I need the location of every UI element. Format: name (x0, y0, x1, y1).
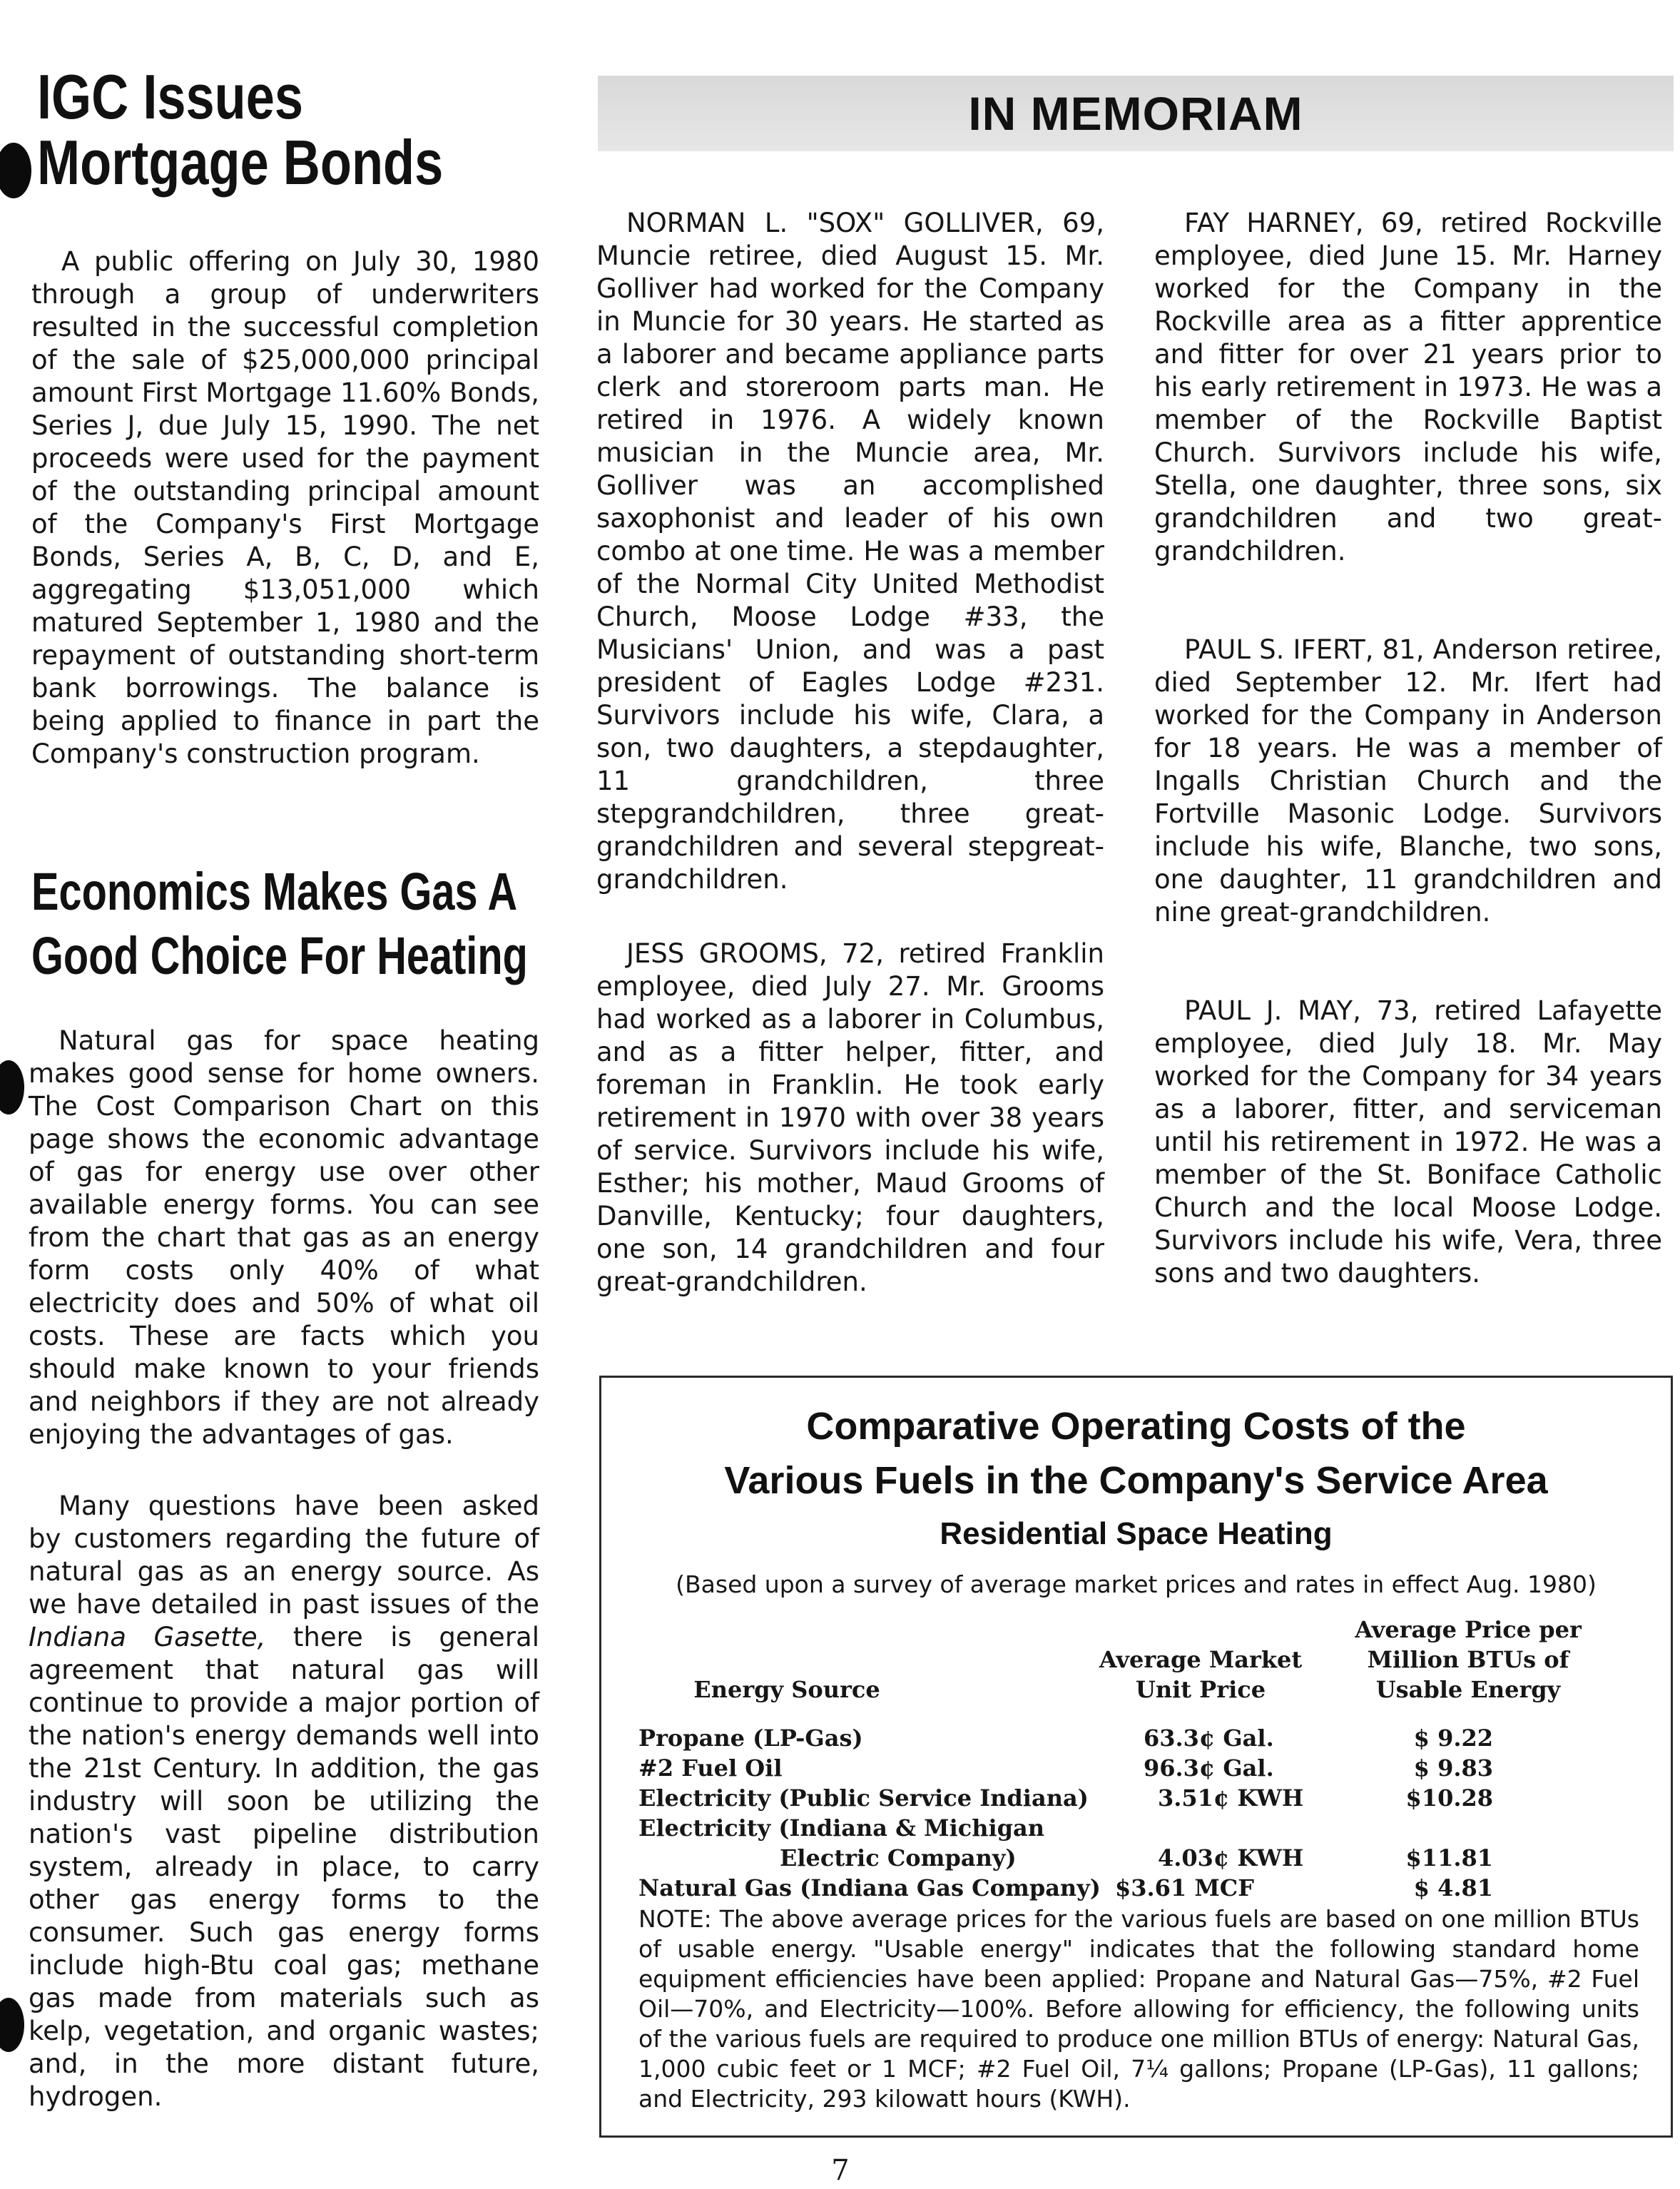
row-electricity-psi-unit-price: 3.51¢ KWH (1158, 1784, 1304, 1812)
binder-hole (0, 143, 31, 198)
page-number: 7 (831, 2154, 850, 2187)
economics-paragraph-2-end: there is general agreement that natural gas will continue to provide a major portion of the nation's energy demands well into the 21st Century. In addition, the gas industry will soon be utilizing the nation's vast pipeline distribution system, already in place, to carry other gas energy forms to the consumer. Such gas energy forms include high-Btu coal gas; methane gas made from materials such as kelp, vegetation, and organic wastes; and, in the more distant future, hydrogen. (29, 1622, 539, 2112)
row-electricity-im-source: Electricity (Indiana & Michigan (638, 1814, 1045, 1842)
row-propane-source: Propane (LP-Gas) (638, 1725, 863, 1752)
header-price-line2: Million BTUs of (1367, 1646, 1569, 1673)
row-natural-gas-unit-price: $3.61 MCF (1115, 1874, 1254, 1901)
table-title-line2: Various Fuels in the Company's Service Area (724, 1459, 1548, 1502)
memoriam-column-2 (1154, 207, 1662, 1290)
economics-headline-line1: Economics Makes Gas A (31, 862, 518, 921)
header-unit-price (1094, 1645, 1308, 1705)
row-electricity-im-price: $11.81 (1405, 1844, 1493, 1871)
obituary-grooms: JESS GROOMS, 72, retired Franklin employee, died July 27. Mr. Grooms had worked as a laborer in Columbus, and as a fitter helper, fitter, and foreman in Franklin. He took early retirement in 1970 with over 38 years of service. Survivors include his wife, Esther; his mother, Maud Grooms of Danville, Kentucky; four daughters, one son, 14 grandchildren and four great-grandchildren. (596, 938, 1104, 1297)
row-fueloil-unit-price: 96.3¢ Gal. (1144, 1754, 1274, 1782)
row-fueloil-source: #2 Fuel Oil (638, 1754, 783, 1782)
economics-headline-line2: Good Choice For Heating (31, 926, 528, 985)
economics-paragraph-2 (29, 1490, 539, 2113)
header-unit-price-line1: Average Market (1099, 1646, 1303, 1673)
memoriam-title: IN MEMORIAM (968, 87, 1303, 140)
table-subtitle: Residential Space Heating (940, 1516, 1333, 1551)
binder-hole (0, 1998, 24, 2052)
igc-headline-line1: IGC Issues (37, 61, 303, 132)
obituary-golliver: NORMAN L. "SOX" GOLLIVER, 69, Muncie retiree, died August 15. Mr. Golliver had worked for the Company in Muncie for 30 years. He started as a laborer and became appliance parts clerk and storeroom parts man. He retired in 1976. A widely known musician in the Muncie area, Mr. Golliver was an accomplished saxophonist and leader of his own combo at one time. He was a member of the Normal City United Methodist Church, Moose Lodge #33, the Musicians' Union, and was a past president of Eagles Lodge #231. Survivors include his wife, Clara, a son, two daughters, a stepdaughter, 11 grandchildren, three stepgrandchildren, three great-grandchildren and several stepgreat-grandchildren. (596, 208, 1104, 895)
memoriam-banner (598, 76, 1674, 151)
row-natural-gas-price: $ 4.81 (1413, 1874, 1493, 1901)
igc-article (31, 245, 539, 771)
table-title-line1: Comparative Operating Costs of the (806, 1405, 1466, 1448)
economics-paragraph-1: Natural gas for space heating makes good sense for home owners. The Cost Comparison Chart on this page shows the economic advantage of gas for energy use over other available energy forms. You can see from the chart that gas as an energy form costs only 40% of what electricity does and 50% of what oil costs. These are facts which you should make known to your friends and neighbors if they are not already enjoying the advantages of gas. (29, 1025, 539, 1450)
publication-name: Indiana Gasette, (29, 1622, 266, 1652)
row-electricity-psi-source: Electricity (Public Service Indiana) (638, 1784, 1089, 1812)
header-million-btu-price (1350, 1615, 1586, 1705)
header-price-line3: Usable Energy (1375, 1676, 1561, 1703)
header-unit-price-line2: Unit Price (1135, 1676, 1266, 1703)
economics-headline (31, 860, 528, 988)
binder-hole (0, 1060, 24, 1114)
igc-headline-line2: Mortgage Bonds (37, 127, 444, 198)
economics-paragraph-2-start: Many questions have been asked by customers regarding the future of natural gas as an energy source. As we have detailed in past issues of the (29, 1490, 539, 1620)
economics-article (29, 1025, 539, 2113)
row-electricity-im-source-line2: Electric Company) (780, 1844, 1017, 1871)
row-fueloil-price: $ 9.83 (1413, 1754, 1493, 1782)
memoriam-column-1 (596, 207, 1104, 1299)
header-price-line1: Average Price per (1355, 1616, 1582, 1643)
row-electricity-im-unit-price: 4.03¢ KWH (1158, 1844, 1304, 1871)
table-basis-note: (Based upon a survey of average market prices and rates in effect Aug. 1980) (676, 1570, 1597, 1598)
row-propane-unit-price: 63.3¢ Gal. (1144, 1725, 1274, 1752)
row-propane-price: $ 9.22 (1413, 1725, 1493, 1752)
row-natural-gas-source: Natural Gas (Indiana Gas Company) (638, 1874, 1101, 1901)
table-footnote: NOTE: The above average prices for the various fuels are based on one million BTUs of usable energy. "Usable energy" indicates that the following standard home equipment efficiencies have been applied: Propane and Natural Gas—75%, #2 Fuel Oil—70%, and Electricity—100%. Before allowing for efficiency, the following units of the various fuels are required to produce one million BTUs of energy: Natural Gas, 1,000 cubic feet or 1 MCF; #2 Fuel Oil, 7¼ gallons; Propane (LP-Gas), 11 gallons; and Electricity, 293 kilowatt hours (KWH). (638, 1905, 1639, 2113)
obituary-ifert: PAUL S. IFERT, 81, Anderson retiree, died September 12. Mr. Ifert had worked for the Company in Anderson for 18 years. He was a member of Ingalls Christian Church and the Fortville Masonic Lodge. Survivors include his wife, Blanche, two sons, one daughter, 11 grandchildren and nine great-grandchildren. (1154, 634, 1662, 928)
cost-comparison-table (599, 1376, 1673, 2138)
row-electricity-psi-price: $10.28 (1405, 1784, 1493, 1812)
obituary-may: PAUL J. MAY, 73, retired Lafayette employee, died July 18. Mr. May worked for the Company for 34 years as a laborer, fitter, and serviceman until his retirement in 1972. He was a member of the St. Boniface Catholic Church and the local Moose Lodge. Survivors include his wife, Vera, three sons and two daughters. (1154, 995, 1662, 1289)
igc-headline (37, 61, 444, 198)
obituary-harney: FAY HARNEY, 69, retired Rockville employee, died June 15. Mr. Harney worked for the Company in the Rockville area as a fitter apprentice and fitter for over 21 years prior to his early retirement in 1973. He was a member of the Rockville Baptist Church. Survivors include his wife, Stella, one daughter, three sons, six grandchildren and two great-grandchildren. (1154, 208, 1662, 567)
igc-paragraph: A public offering on July 30, 1980 through a group of underwriters resulted in the successful completion of the sale of $25,000,000 principal amount First Mortgage 11.60% Bonds, Series J, due July 15, 1990. The net proceeds were used for the payment of the outstanding principal amount of the Company's First Mortgage Bonds, Series A, B, C, D, and E, aggregating $13,051,000 which matured September 1, 1980 and the repayment of outstanding short-term bank borrowings. The balance is being applied to finance in part the Company's construction program. (31, 246, 539, 769)
header-energy-source: Energy Source (693, 1676, 880, 1703)
